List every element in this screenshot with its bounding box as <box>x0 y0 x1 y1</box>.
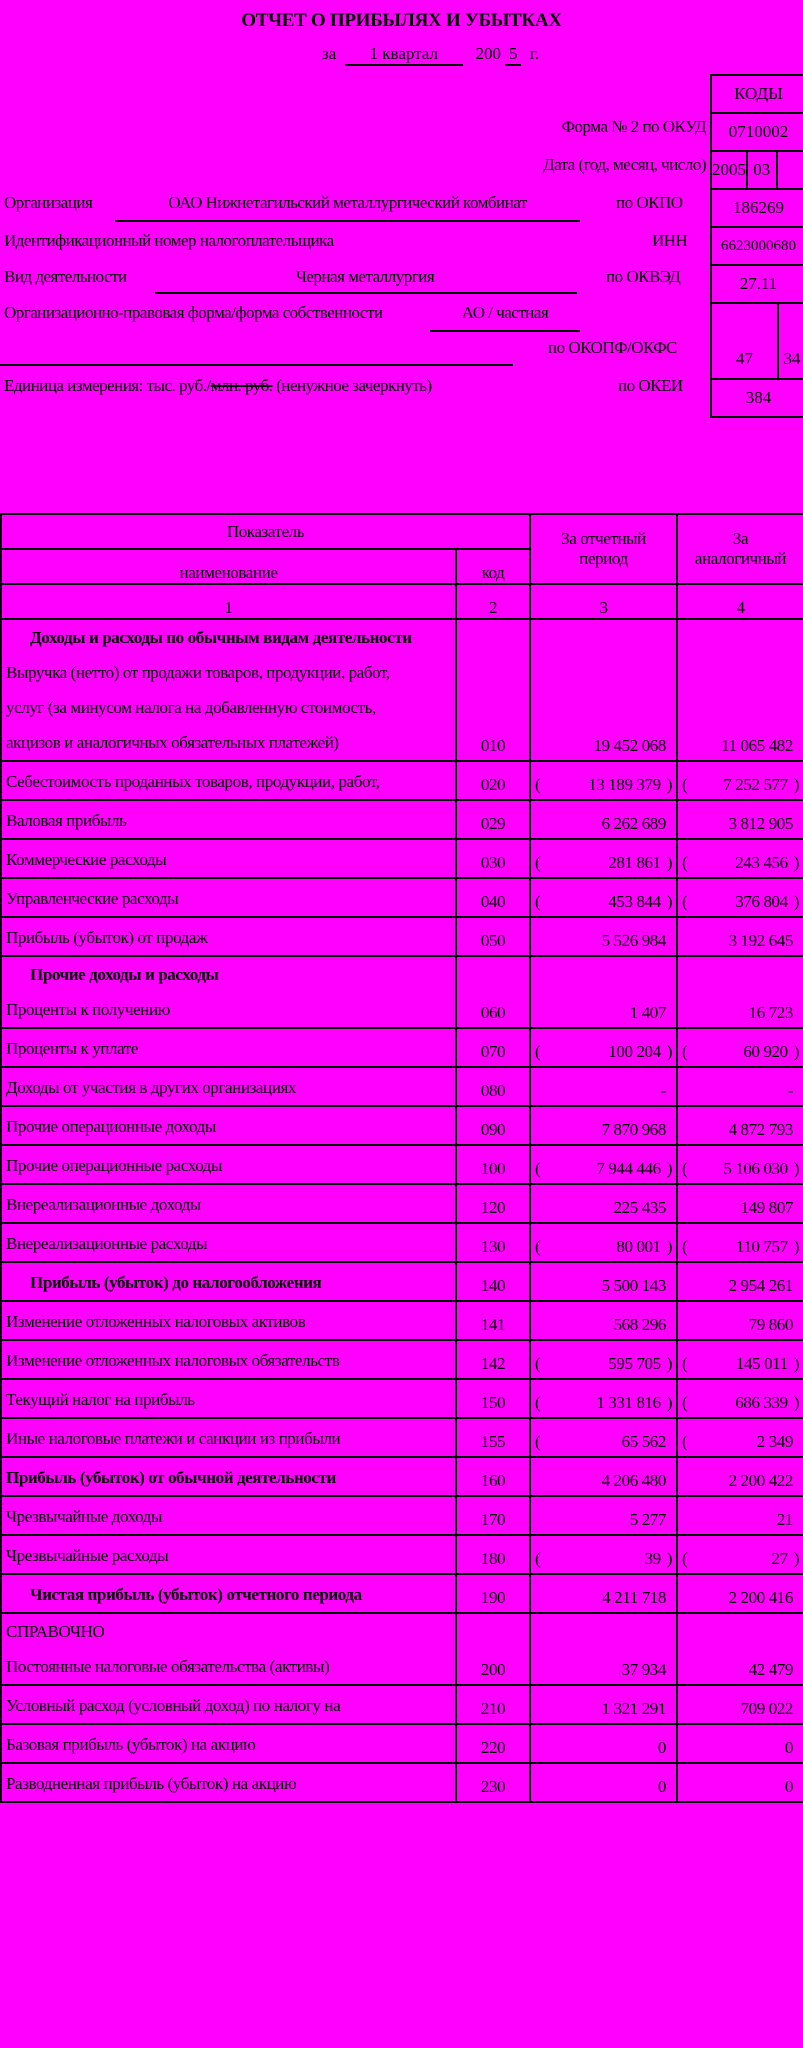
table-row <box>1 1067 803 1106</box>
row-code: 170 <box>456 1496 530 1535</box>
form-label: Форма № 2 по ОКУД <box>561 117 706 136</box>
row-current-value: ( 453 844 ) <box>530 878 677 917</box>
row-current-value <box>530 1763 677 1802</box>
th-current-a: За отчетный <box>561 529 646 548</box>
cell-value: 2 954 261 <box>728 1276 794 1295</box>
row-name-line: Валовая прибыль <box>6 811 127 830</box>
th-n3: 3 <box>530 584 677 619</box>
row-name-line: Доходы от участия в других организациях <box>6 1078 296 1097</box>
row-current-value: ( 80 001 ) <box>530 1223 677 1262</box>
table-row <box>1 1145 803 1184</box>
row-current-value <box>530 1613 677 1685</box>
cell-value: 4 872 793 <box>728 1120 794 1139</box>
cell-value: 60 920 <box>743 1042 788 1061</box>
row-name <box>1 1028 456 1067</box>
row-name-line: акцизов и аналогичных обязательных платежей) <box>6 733 339 752</box>
row-current-value: ( 7 944 446 ) <box>530 1145 677 1184</box>
unit-label-b: (ненужное зачеркнуть) <box>272 376 432 395</box>
row-previous-value <box>677 1067 803 1106</box>
code-okopf: 47 <box>736 349 753 368</box>
row-code: 029 <box>456 800 530 839</box>
row-name <box>1 1763 456 1802</box>
row-name-line: Разводненная прибыль (убыток) на акцию <box>6 1774 297 1793</box>
okved-label: по ОКВЭД <box>606 267 681 286</box>
row-current-value: ( 595 705 ) <box>530 1340 677 1379</box>
row-name <box>1 917 456 956</box>
code-date-year: 2005 <box>712 160 746 179</box>
legal-form-label: Организационно-правовая форма/форма собственности <box>4 303 383 322</box>
th-current-b: период <box>579 549 628 568</box>
code-okud: 0710002 <box>712 112 803 150</box>
row-current-value <box>530 1457 677 1496</box>
row-name-line: Коммерческие расходы <box>6 850 167 869</box>
code-okfs: 34 <box>777 304 803 378</box>
row-previous-value: ( 2 349 <box>677 1418 803 1457</box>
activity-label: Вид деятельности <box>4 267 127 286</box>
code-okpo: 186269 <box>712 188 803 226</box>
period-year-prefix: 200 <box>475 44 502 63</box>
table-row <box>1 878 803 917</box>
row-name-line: Чистая прибыль (убыток) отчетного периода <box>30 1585 362 1604</box>
cell-value: 145 011 <box>735 1354 788 1373</box>
cell-value: 149 807 <box>740 1198 794 1217</box>
org-underline <box>115 220 580 222</box>
inn-short: ИНН <box>652 231 688 250</box>
period-quarter: 1 квартал <box>345 44 463 66</box>
row-name <box>1 1184 456 1223</box>
row-previous-value: ( 60 920 ) <box>677 1028 803 1067</box>
table-row <box>1 1223 803 1262</box>
row-current-value <box>530 1184 677 1223</box>
th-indicator: Показатель <box>1 514 530 549</box>
row-code: 130 <box>456 1223 530 1262</box>
row-code: 100 <box>456 1145 530 1184</box>
okopf-label: по ОКОПФ/ОКФС <box>548 338 677 357</box>
row-name-line: Базовая прибыль (убыток) на акцию <box>6 1735 256 1754</box>
row-name-line: Прибыль (убыток) от обычной деятельности <box>6 1468 336 1487</box>
row-previous-value <box>677 1301 803 1340</box>
row-name-line: Изменение отложенных налоговых активов <box>6 1312 306 1331</box>
table-row <box>1 1418 803 1457</box>
row-current-value: ( 281 861 ) <box>530 839 677 878</box>
cell-value: 376 804 <box>735 892 788 911</box>
cell-value: 0 <box>657 1738 667 1757</box>
row-code: 140 <box>456 1262 530 1301</box>
th-name: наименование <box>1 549 456 584</box>
period-prefix: за <box>322 44 337 63</box>
row-name <box>1 800 456 839</box>
unit-label <box>4 376 432 396</box>
row-previous-value <box>677 1613 803 1685</box>
cell-value: 37 934 <box>621 1660 667 1679</box>
cell-value: 2 200 422 <box>728 1471 794 1490</box>
row-name <box>1 1724 456 1763</box>
row-current-value: ( 39 ) <box>530 1535 677 1574</box>
row-name <box>1 1223 456 1262</box>
row-name <box>1 761 456 800</box>
table-row <box>1 761 803 800</box>
row-previous-value <box>677 1457 803 1496</box>
table-row <box>1 1301 803 1340</box>
row-name <box>1 1418 456 1457</box>
th-n2: 2 <box>456 584 530 619</box>
table-row <box>1 1262 803 1301</box>
table-row <box>1 1379 803 1418</box>
cell-value: 13 189 379 <box>588 775 661 794</box>
table-row <box>1 1340 803 1379</box>
row-code: 230 <box>456 1763 530 1802</box>
row-current-value <box>530 917 677 956</box>
code-okei: 384 <box>712 378 803 416</box>
row-previous-value <box>677 1685 803 1724</box>
cell-value: 0 <box>657 1777 667 1796</box>
row-code: 180 <box>456 1535 530 1574</box>
row-name <box>1 1379 456 1418</box>
row-current-value: ( 13 189 379 ) <box>530 761 677 800</box>
cell-value: 3 812 905 <box>728 814 794 833</box>
cell-value: 6 262 689 <box>601 814 667 833</box>
row-code: 120 <box>456 1184 530 1223</box>
row-previous-value <box>677 1184 803 1223</box>
row-name <box>1 1535 456 1574</box>
cell-value: - <box>660 1081 667 1100</box>
cell-value: 225 435 <box>613 1198 667 1217</box>
table-row <box>1 1763 803 1802</box>
table-row <box>1 1028 803 1067</box>
row-previous-value <box>677 800 803 839</box>
row-name <box>1 1301 456 1340</box>
row-name-line: Иные налоговые платежи и санкции из прибыли <box>6 1429 341 1448</box>
cell-value: 7 870 968 <box>601 1120 667 1139</box>
row-current-value <box>530 619 677 761</box>
table-row <box>1 1496 803 1535</box>
row-previous-value: ( 5 106 030 ) <box>677 1145 803 1184</box>
row-name <box>1 1106 456 1145</box>
row-current-value: ( 65 562 <box>530 1418 677 1457</box>
row-previous-value <box>677 1496 803 1535</box>
cell-value: 4 211 718 <box>602 1588 667 1607</box>
table-row <box>1 1535 803 1574</box>
cell-value: 42 479 <box>748 1660 794 1679</box>
row-name-line: Условный расход (условный доход) по налогу на <box>6 1696 341 1715</box>
row-previous-value: ( 145 011 ) <box>677 1340 803 1379</box>
row-current-value <box>530 1685 677 1724</box>
codes-title: КОДЫ <box>712 74 803 112</box>
cell-value: 5 526 984 <box>601 931 667 950</box>
row-name <box>1 839 456 878</box>
row-name-line: Постоянные налоговые обязательства (активы) <box>6 1657 330 1676</box>
cell-value: 5 277 <box>629 1510 667 1529</box>
legal-form-underline <box>430 330 580 332</box>
legal-form-line2 <box>0 364 513 366</box>
code-okopf-okfs <box>712 302 803 378</box>
row-name-line: Прочие доходы и расходы <box>30 965 219 984</box>
cell-value: 5 106 030 <box>723 1159 788 1178</box>
row-name <box>1 1340 456 1379</box>
report-period <box>322 44 539 66</box>
row-code: 150 <box>456 1379 530 1418</box>
row-previous-value: ( 7 252 577 ) <box>677 761 803 800</box>
row-code: 155 <box>456 1418 530 1457</box>
cell-value: 1 407 <box>629 1003 667 1022</box>
cell-value: 1 321 291 <box>601 1699 667 1718</box>
table-row <box>1 1724 803 1763</box>
th-n4: 4 <box>677 584 803 619</box>
cell-value: 7 252 577 <box>723 775 788 794</box>
income-statement-table <box>0 513 803 1803</box>
cell-value: 243 456 <box>735 853 788 872</box>
row-code: 141 <box>456 1301 530 1340</box>
row-current-value <box>530 1724 677 1763</box>
table-row <box>1 1613 803 1685</box>
codes-box <box>710 74 803 418</box>
row-name-line: Прибыль (убыток) до налогообложения <box>30 1273 322 1292</box>
row-code: 190 <box>456 1574 530 1613</box>
cell-value: 16 723 <box>748 1003 794 1022</box>
cell-value: 27 <box>771 1549 788 1568</box>
cell-value: 80 001 <box>616 1237 661 1256</box>
table-row <box>1 1685 803 1724</box>
row-current-value: ( 100 204 ) <box>530 1028 677 1067</box>
row-code: 080 <box>456 1067 530 1106</box>
row-code: 040 <box>456 878 530 917</box>
row-current-value <box>530 1067 677 1106</box>
unit-label-a: Единица измерения: тыс. руб./ <box>4 376 211 395</box>
row-name-line: Чрезвычайные расходы <box>6 1546 169 1565</box>
cell-value: 79 860 <box>748 1315 794 1334</box>
row-code: 200 <box>456 1613 530 1685</box>
row-code: 050 <box>456 917 530 956</box>
cell-value: 686 339 <box>735 1393 788 1412</box>
row-name-line: Чрезвычайные доходы <box>6 1507 163 1526</box>
period-year-digit: 5 <box>505 44 521 66</box>
row-name-line: СПРАВОЧНО <box>6 1622 105 1641</box>
okei-label: по ОКЕИ <box>618 376 683 395</box>
unit-label-struck: млн. руб. <box>210 376 273 395</box>
row-name <box>1 1574 456 1613</box>
table-row <box>1 619 803 761</box>
row-name-line: Доходы и расходы по обычным видам деятельности <box>30 628 412 647</box>
row-name <box>1 619 456 761</box>
row-name-line: Изменение отложенных налоговых обязательств <box>6 1351 340 1370</box>
row-name <box>1 956 456 1028</box>
table-row <box>1 1184 803 1223</box>
cell-value: 281 861 <box>608 853 661 872</box>
row-name-line: Внереализационные доходы <box>6 1195 201 1214</box>
cell-value: 5 500 143 <box>601 1276 667 1295</box>
report-title: ОТЧЕТ О ПРИБЫЛЯХ И УБЫТКАХ <box>241 10 562 31</box>
row-name-line: Внереализационные расходы <box>6 1234 208 1253</box>
org-value: ОАО Нижнетагильский металлургический комбинат <box>168 193 527 212</box>
row-current-value <box>530 1496 677 1535</box>
cell-value: 19 452 068 <box>593 736 667 755</box>
row-name-line: Выручка (нетто) от продажи товаров, продукции, работ, <box>6 663 390 682</box>
row-previous-value <box>677 619 803 761</box>
th-previous-b: аналогичный <box>694 549 787 568</box>
row-code: 010 <box>456 619 530 761</box>
cell-value: 11 065 482 <box>721 736 794 755</box>
cell-value: 100 204 <box>608 1042 661 1061</box>
row-name-line: Прочие операционные расходы <box>6 1156 223 1175</box>
row-current-value <box>530 1262 677 1301</box>
row-previous-value: ( 27 ) <box>677 1535 803 1574</box>
cell-value: 65 562 <box>621 1432 667 1451</box>
row-previous-value <box>677 1106 803 1145</box>
cell-value: 21 <box>776 1510 794 1529</box>
okpo-label: по ОКПО <box>616 193 683 212</box>
row-current-value <box>530 1574 677 1613</box>
row-name-line: Текущий налог на прибыль <box>6 1390 195 1409</box>
cell-value: 4 206 480 <box>601 1471 667 1490</box>
row-previous-value <box>677 1724 803 1763</box>
row-name <box>1 1457 456 1496</box>
cell-value: 1 331 816 <box>596 1393 661 1412</box>
th-previous-a: За <box>732 529 749 548</box>
row-current-value <box>530 1106 677 1145</box>
row-previous-value <box>677 956 803 1028</box>
cell-value: - <box>787 1081 794 1100</box>
cell-value: 709 022 <box>740 1699 794 1718</box>
row-current-value: ( 1 331 816 ) <box>530 1379 677 1418</box>
row-name <box>1 1685 456 1724</box>
table-row <box>1 1457 803 1496</box>
row-previous-value: ( 376 804 ) <box>677 878 803 917</box>
table-row <box>1 917 803 956</box>
table-row <box>1 839 803 878</box>
cell-value: 0 <box>784 1738 794 1757</box>
code-date <box>712 150 803 188</box>
org-label: Организация <box>4 193 93 212</box>
row-previous-value <box>677 1763 803 1802</box>
cell-value: 595 705 <box>608 1354 661 1373</box>
period-suffix: г. <box>529 44 540 63</box>
row-name-line: Проценты к получению <box>6 1000 170 1019</box>
row-name-line: услуг (за минусом налога на добавленную стоимость, <box>6 698 376 717</box>
code-date-month: 03 <box>746 152 776 188</box>
row-name <box>1 1496 456 1535</box>
row-previous-value: ( 110 757 ) <box>677 1223 803 1262</box>
cell-value: 2 349 <box>756 1432 794 1451</box>
row-current-value <box>530 956 677 1028</box>
row-code: 160 <box>456 1457 530 1496</box>
th-previous <box>677 514 803 584</box>
row-name-line: Прочие операционные доходы <box>6 1117 216 1136</box>
row-name-line: Управленческие расходы <box>6 889 179 908</box>
row-previous-value: ( 243 456 ) <box>677 839 803 878</box>
code-inn: 6623000680 <box>712 226 803 264</box>
th-code: код <box>456 549 530 584</box>
table-row <box>1 956 803 1028</box>
row-name-line: Себестоимость проданных товаров, продукции, работ, <box>6 772 380 791</box>
row-previous-value <box>677 917 803 956</box>
cell-value: 0 <box>784 1777 794 1796</box>
cell-value: 2 200 416 <box>728 1588 794 1607</box>
th-n1: 1 <box>1 584 456 619</box>
row-previous-value: ( 686 339 ) <box>677 1379 803 1418</box>
row-code: 220 <box>456 1724 530 1763</box>
cell-value: 7 944 446 <box>596 1159 661 1178</box>
row-name-line: Проценты к уплате <box>6 1039 138 1058</box>
row-previous-value <box>677 1574 803 1613</box>
row-code: 210 <box>456 1685 530 1724</box>
inn-label: Идентификационный номер налогоплательщика <box>4 231 334 250</box>
row-code: 020 <box>456 761 530 800</box>
row-code: 142 <box>456 1340 530 1379</box>
row-current-value <box>530 1301 677 1340</box>
cell-value: 39 <box>644 1549 661 1568</box>
th-current <box>530 514 677 584</box>
row-name <box>1 1145 456 1184</box>
table-row <box>1 800 803 839</box>
row-previous-value <box>677 1262 803 1301</box>
row-name <box>1 878 456 917</box>
row-current-value <box>530 800 677 839</box>
cell-value: 110 757 <box>735 1237 788 1256</box>
row-code: 090 <box>456 1106 530 1145</box>
table-row <box>1 1106 803 1145</box>
activity-underline <box>155 292 577 294</box>
row-name <box>1 1067 456 1106</box>
row-name-line: Прибыль (убыток) от продаж <box>6 928 208 947</box>
row-code: 070 <box>456 1028 530 1067</box>
table-row <box>1 1574 803 1613</box>
row-name <box>1 1262 456 1301</box>
row-name <box>1 1613 456 1685</box>
row-code: 060 <box>456 956 530 1028</box>
cell-value: 453 844 <box>608 892 661 911</box>
date-label: Дата (год, месяц, число) <box>542 155 706 174</box>
code-okved: 27.11 <box>712 264 803 302</box>
cell-value: 3 192 645 <box>728 931 794 950</box>
activity-value: Черная металлургия <box>295 267 435 286</box>
legal-form-value: АО / частная <box>461 303 549 322</box>
row-code: 030 <box>456 839 530 878</box>
cell-value: 568 296 <box>613 1315 667 1334</box>
